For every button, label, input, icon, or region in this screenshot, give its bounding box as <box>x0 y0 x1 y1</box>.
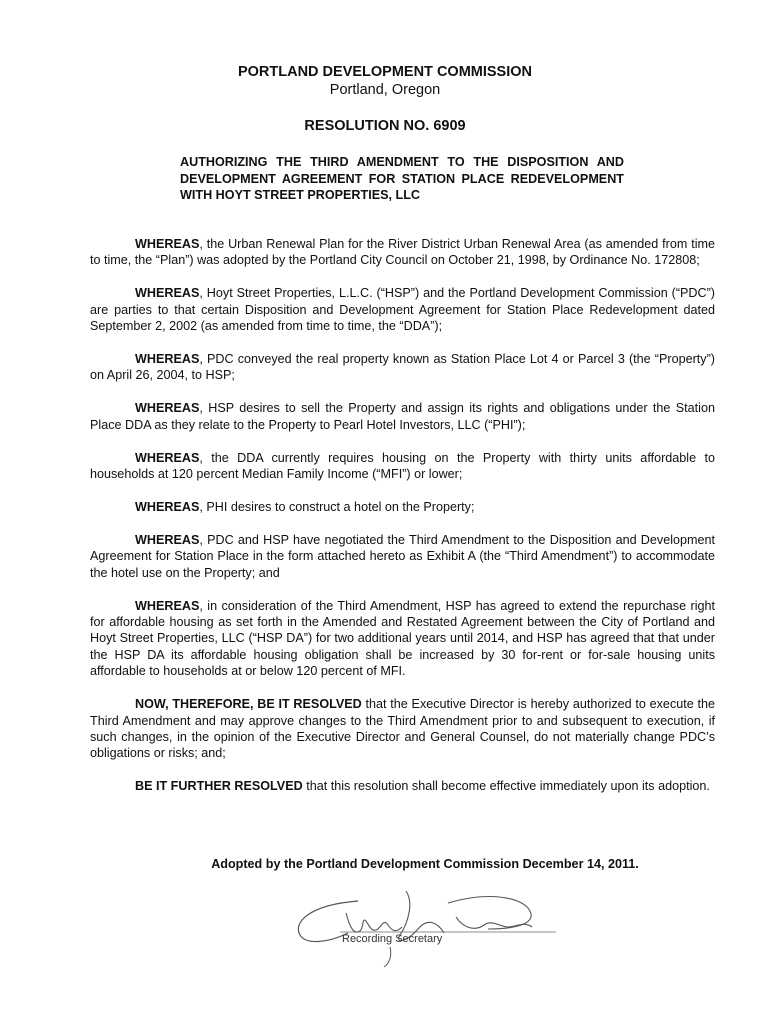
resolution-heading: AUTHORIZING THE THIRD AMENDMENT TO THE DISPOSITION AND DEVELOPMENT AGREEMENT FOR STATION PLACE REDEVELOPMENT WITH HOYT STREET PROPERTIES, LLC <box>180 155 624 202</box>
whereas-paragraph-7 <box>90 532 715 581</box>
paragraph-lead: BE IT FURTHER RESOLVED <box>135 779 303 794</box>
whereas-paragraph-6 <box>90 499 715 515</box>
paragraph-text: , HSP desires to sell the Property and assign its rights and obligations under the Station Place DDA as they relate to the Property to Pearl Hotel Investors, LLC (“PHI”); <box>90 401 715 432</box>
paragraph-text: that the Executive Director is hereby authorized to execute the Third Amendment and may approve changes to the Third Amendment prior to and subsequent to execution, if such changes, in the opinion of the Executive Director and General Counsel, do not materially change PDC’s obligations or risks; and; <box>90 697 715 761</box>
handwritten-signature <box>288 883 560 969</box>
whereas-paragraph-5 <box>90 450 715 483</box>
paragraph-lead: NOW, THEREFORE, BE IT RESOLVED <box>135 697 362 712</box>
paragraph-text: , Hoyt Street Properties, L.L.C. (“HSP”) and the Portland Development Commission (“PDC”) are parties to that certain Disposition and Development Agreement for Station Place Redevelopment dated September 2, 2002 (as amended from time to time, the “DDA”); <box>90 286 715 334</box>
whereas-paragraph-4 <box>90 400 715 433</box>
paragraph-text: that this resolution shall become effective immediately upon its adoption. <box>302 779 710 794</box>
resolution-body <box>90 236 715 811</box>
paragraph-lead: WHEREAS <box>135 532 200 547</box>
paragraph-text: , the DDA currently requires housing on the Property with thirty units affordable to households at 120 percent Median Family Income (“MFI”) or lower; <box>90 450 715 482</box>
resolution-number: RESOLUTION NO. 6909 <box>304 118 466 134</box>
paragraph-text: , PHI desires to construct a hotel on the Property; <box>199 499 475 514</box>
resolved-paragraph <box>90 696 715 762</box>
paragraph-lead: WHEREAS <box>135 598 200 613</box>
paragraph-lead: WHEREAS <box>135 352 200 367</box>
paragraph-text: , in consideration of the Third Amendment, HSP has agreed to extend the repurchase right for affordable housing as set forth in the Amended and Restated Agreement between the City of Portland and Hoyt Street Properties, LLC (“HSP DA”) for two additional years until 2014, and HSP has agreed that that under the HSP DA its affordable housing obligation shall be increased by 30 for-rent or for-sale housing units affordable to households at or below 120 percent of MFI. <box>90 598 715 679</box>
paragraph-lead: WHEREAS <box>135 401 200 416</box>
paragraph-lead: WHEREAS <box>135 499 200 514</box>
paragraph-lead: WHEREAS <box>135 286 200 301</box>
location-line: Portland, Oregon <box>329 82 441 98</box>
whereas-paragraph-1 <box>90 236 715 269</box>
further-resolved-paragraph <box>90 778 715 794</box>
organization-title: PORTLAND DEVELOPMENT COMMISSION <box>237 64 533 80</box>
paragraph-lead: WHEREAS <box>135 237 200 251</box>
paragraph-lead: WHEREAS <box>135 450 200 465</box>
signature-caption: Recording Secretary <box>342 933 443 945</box>
whereas-paragraph-3 <box>90 351 715 384</box>
paragraph-text: , PDC conveyed the real property known as Station Place Lot 4 or Parcel 3 (the “Property”) on April 26, 2004, to HSP; <box>90 352 715 383</box>
whereas-paragraph-8 <box>90 598 715 680</box>
whereas-paragraph-2 <box>90 285 715 334</box>
paragraph-text: , the Urban Renewal Plan for the River District Urban Renewal Area (as amended from time to time, the “Plan”) was adopted by the Portland City Council on October 21, 1998, by Ordinance No. 172808; <box>90 237 715 268</box>
adoption-statement: Adopted by the Portland Development Commission December 14, 2011. <box>211 857 639 871</box>
paragraph-text: , PDC and HSP have negotiated the Third Amendment to the Disposition and Development Agreement for Station Place in the form attached hereto as Exhibit A (the “Third Amendment”) to accommodate the hotel use on the Property; and <box>90 532 715 580</box>
